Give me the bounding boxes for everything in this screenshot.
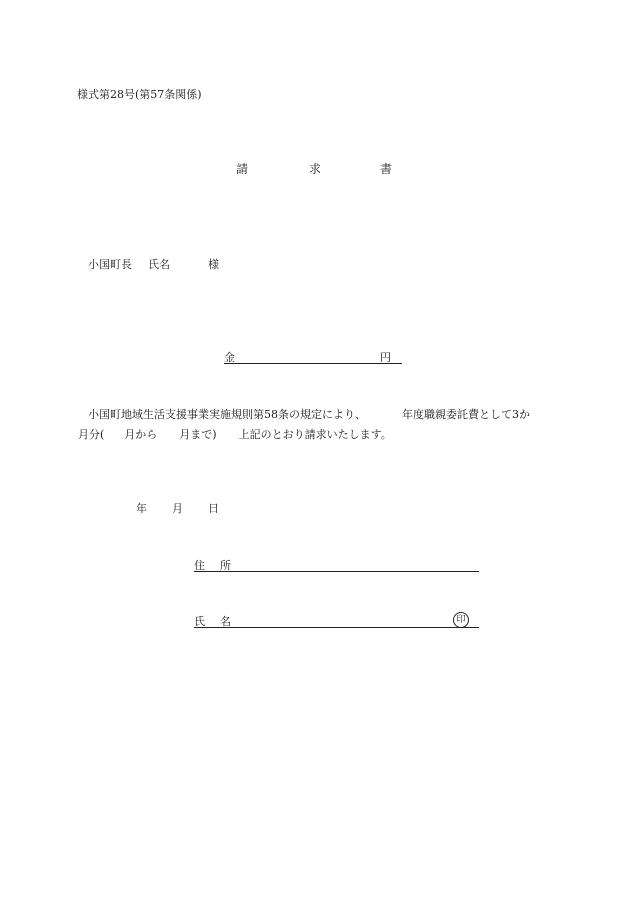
body-line-2 bbox=[78, 425, 558, 445]
body-line-1 bbox=[78, 405, 558, 425]
body-from-month: 月から bbox=[124, 428, 158, 441]
addressee-honorific: 様 bbox=[208, 258, 219, 271]
body-closing: 上記のとおり請求いたします。 bbox=[238, 428, 392, 441]
address-label-2: 所 bbox=[220, 559, 231, 572]
title-char-3: 書 bbox=[380, 162, 393, 176]
addressee-name-label: 氏名 bbox=[148, 258, 170, 271]
title-char-1: 請 bbox=[236, 162, 249, 176]
amount-field[interactable] bbox=[224, 349, 402, 364]
amount-prefix: 金 bbox=[224, 351, 235, 364]
address-label-1: 住 bbox=[194, 559, 205, 572]
seal-mark: 印 bbox=[453, 612, 469, 628]
form-number: 様式第28号(第57条関係) bbox=[77, 88, 202, 101]
body-to-month: 月まで) bbox=[179, 428, 217, 441]
name-field[interactable] bbox=[194, 613, 479, 628]
addressee-role: 小国町長 bbox=[88, 258, 132, 271]
body-months-open: 月分( bbox=[78, 428, 105, 441]
name-label-2: 名 bbox=[220, 615, 231, 628]
body-fiscal-text: 年度職親委託費として3か bbox=[402, 408, 530, 421]
amount-suffix: 円 bbox=[380, 351, 391, 364]
date-day: 日 bbox=[208, 502, 219, 515]
date-year: 年 bbox=[136, 502, 147, 515]
name-label-1: 氏 bbox=[194, 615, 205, 628]
title-char-2: 求 bbox=[309, 162, 322, 176]
address-field[interactable] bbox=[194, 557, 479, 572]
body-rule-text: 小国町地域生活支援事業実施規則第58条の規定により、 bbox=[88, 408, 366, 421]
request-body bbox=[78, 405, 558, 445]
date-month: 月 bbox=[172, 502, 183, 515]
